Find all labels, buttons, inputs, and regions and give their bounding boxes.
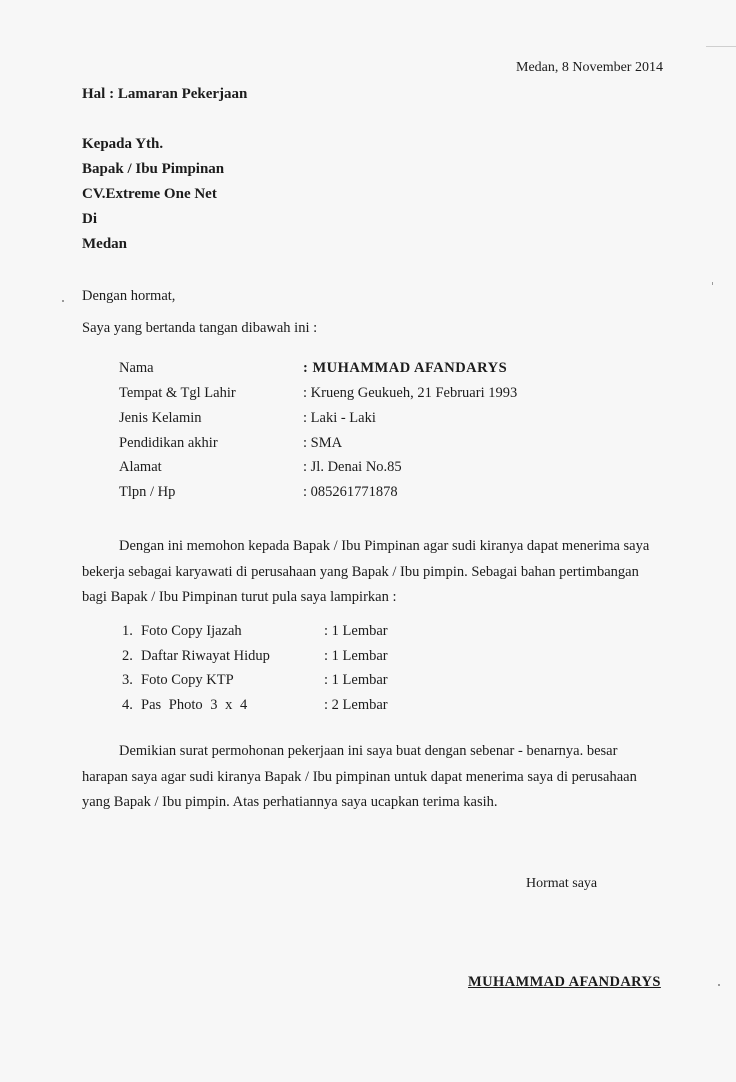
scan-edge-mark bbox=[706, 46, 736, 47]
attachment-row bbox=[122, 623, 442, 645]
attachment-quantity: : 1 Lembar bbox=[324, 648, 388, 664]
letter-subject: Hal : Lamaran Pekerjaan bbox=[82, 86, 248, 102]
identity-value: : Laki - Laki bbox=[303, 410, 376, 426]
attachment-number: 3. bbox=[122, 672, 133, 688]
identity-label: Tlpn / Hp bbox=[119, 484, 176, 500]
attachment-item: Pas Photo 3 x 4 bbox=[141, 697, 248, 713]
recipient-line: Di bbox=[82, 211, 97, 227]
letter-date: Medan, 8 November 2014 bbox=[516, 60, 663, 75]
signature-name: MUHAMMAD AFANDARYS bbox=[468, 974, 661, 990]
attachment-item: Daftar Riwayat Hidup bbox=[141, 648, 270, 664]
attachment-row bbox=[122, 648, 442, 670]
attachment-row bbox=[122, 697, 442, 719]
identity-label: Nama bbox=[119, 360, 154, 376]
identity-label: Alamat bbox=[119, 459, 162, 475]
closing-paragraph: Demikian surat permohonan pekerjaan ini saya buat dengan sebenar - benarnya. besar harapan saya agar sudi kiranya Bapak / Ibu pimpinan untuk dapat menerima saya di perusahaan yang Bapak / Ibu pimpin. Atas perhatiannya saya ucapkan terima kasih. bbox=[82, 743, 637, 810]
identity-label: Tempat & Tgl Lahir bbox=[119, 385, 236, 401]
scan-speck bbox=[712, 282, 713, 285]
identity-value: : SMA bbox=[303, 435, 343, 451]
identity-value: : Krueng Geukueh, 21 Februari 1993 bbox=[303, 385, 518, 401]
intro-text: Saya yang bertanda tangan dibawah ini : bbox=[82, 320, 318, 336]
identity-label: Pendidikan akhir bbox=[119, 435, 218, 451]
attachment-quantity: : 1 Lembar bbox=[324, 623, 388, 639]
identity-label: Jenis Kelamin bbox=[119, 410, 202, 426]
attachment-number: 4. bbox=[122, 697, 133, 713]
attachment-number: 2. bbox=[122, 648, 133, 664]
attachment-row bbox=[122, 672, 442, 694]
scan-speck bbox=[718, 984, 720, 986]
identity-row bbox=[119, 410, 599, 432]
identity-row bbox=[119, 435, 599, 457]
attachment-quantity: : 1 Lembar bbox=[324, 672, 388, 688]
request-paragraph: Dengan ini memohon kepada Bapak / Ibu Pimpinan agar sudi kiranya dapat menerima saya bekerja sebagai karyawati di perusahaan yang Bapak / Ibu pimpin. Sebagai bahan pertimbangan bagi Bapak / Ibu Pimpinan turut pula saya lampirkan : bbox=[82, 538, 650, 605]
closing-phrase: Hormat saya bbox=[526, 876, 598, 891]
identity-value: : Jl. Denai No.85 bbox=[303, 459, 402, 475]
attachment-item: Foto Copy Ijazah bbox=[141, 623, 242, 639]
attachment-quantity: : 2 Lembar bbox=[324, 697, 388, 713]
identity-row bbox=[119, 459, 599, 481]
recipient-line: CV.Extreme One Net bbox=[82, 186, 217, 202]
identity-value: : MUHAMMAD AFANDARYS bbox=[303, 360, 508, 376]
identity-row bbox=[119, 484, 599, 506]
attachment-item: Foto Copy KTP bbox=[141, 672, 234, 688]
identity-value: : 085261771878 bbox=[303, 484, 398, 500]
scan-speck bbox=[62, 300, 64, 302]
salutation: Dengan hormat, bbox=[82, 288, 176, 304]
attachment-number: 1. bbox=[122, 623, 133, 639]
recipient-line: Kepada Yth. bbox=[82, 136, 164, 152]
identity-row bbox=[119, 385, 599, 407]
identity-row bbox=[119, 360, 599, 382]
recipient-line: Bapak / Ibu Pimpinan bbox=[82, 161, 225, 177]
recipient-line: Medan bbox=[82, 236, 127, 252]
